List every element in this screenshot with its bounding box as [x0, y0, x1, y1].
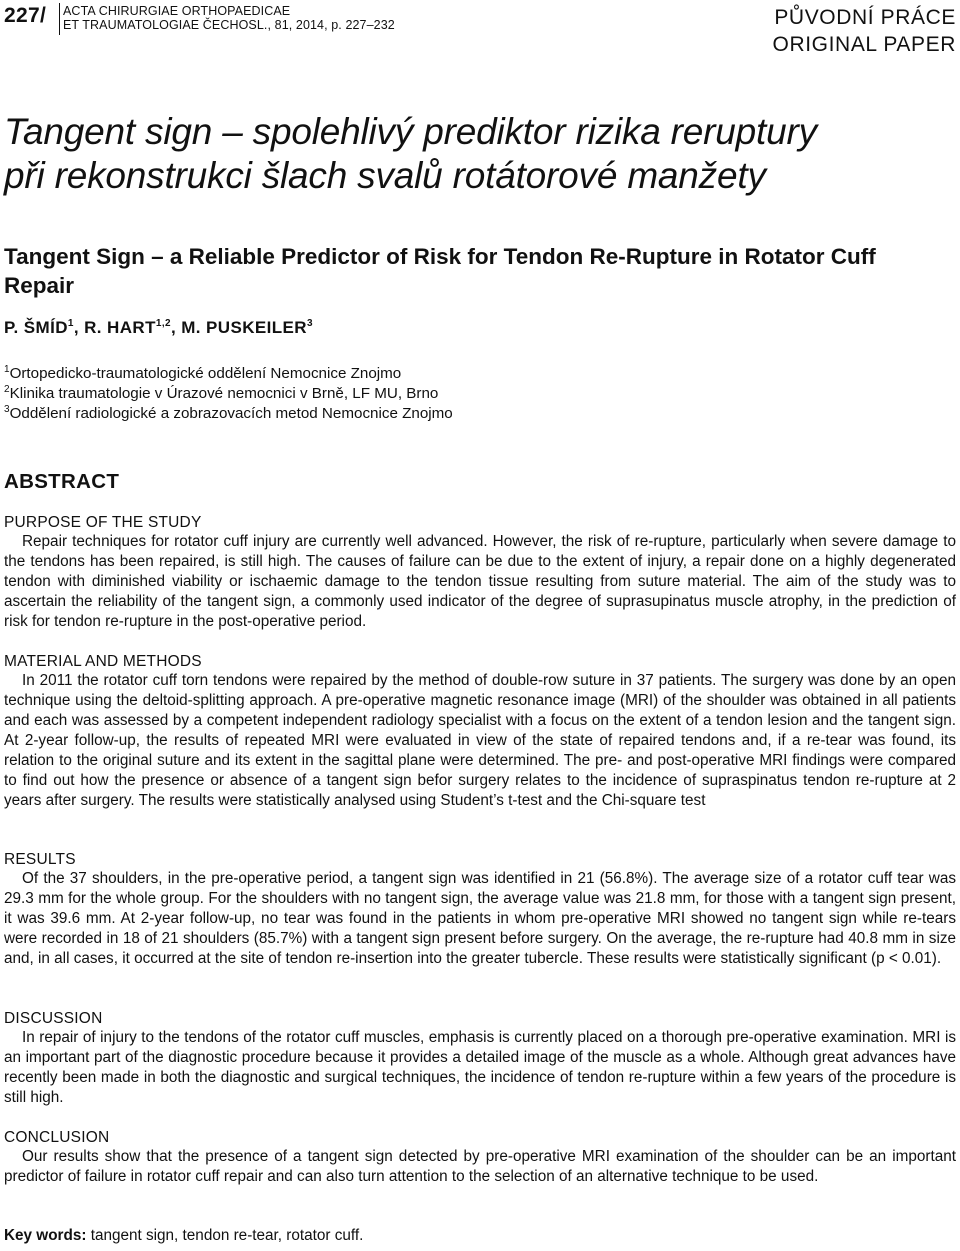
title-czech-line-2: při rekonstrukci šlach svalů rotátorové manžety	[4, 155, 766, 196]
journal-line-1: ACTA CHIRURGIAE ORTHOPAEDICAE	[63, 4, 291, 18]
section-discussion	[4, 1009, 956, 1108]
section-results	[4, 850, 956, 969]
author-1-affiliation: 1	[67, 318, 74, 329]
title-czech	[4, 110, 956, 198]
section-conclusion	[4, 1128, 956, 1187]
section-purpose	[4, 513, 956, 632]
title-english	[4, 242, 956, 300]
section-text: In repair of injury to the tendons of the rotator cuff muscles, emphasis is currently placed on a thorough pre-operative examination. MRI is an important part of the diagnostic procedure because it provides a detailed image of the muscle as a whole. Although great advances have recently been made in both the diagnostic and surgical techniques, the incidence of tendon re-rupture within a few years of the procedure is still high.	[4, 1029, 956, 1106]
article-type	[773, 4, 956, 58]
affiliation-2: $^2$Klinika traumatologie v Úrazové nemocnici v Brně, LF MU, Brno	[4, 384, 439, 402]
journal-line-2: ET TRAUMATOLOGIAE ČECHOSL., 81, 2014, p. 227–232	[63, 18, 395, 32]
page-number: 227/	[4, 4, 47, 27]
author-list	[4, 318, 313, 338]
author-3: M. PUSKEILER	[181, 318, 307, 337]
author-3-affiliation: 3	[306, 318, 313, 329]
section-methods	[4, 652, 956, 811]
section-heading: DISCUSSION	[4, 1010, 103, 1027]
author-2: R. HART	[84, 318, 156, 337]
section-text: Repair techniques for rotator cuff injury are currently well advanced. However, the risk of re-rupture, particularly when severe damage to the tendons has been repaired, is still high. The causes of failure can be due to the extent of injury, a repair done on a highly degenerated tendon with diminished viability or ischaemic damage to the tendon tissue resulting from suture material. The aim of the study was to ascertain the reliability of the tangent sign, a commonly used indicator of the degree of suprasupinatus muscle atrophy, in the prediction of risk for tendon re-rupture in the post-operative period.	[4, 533, 956, 630]
abstract-heading: ABSTRACT	[4, 470, 120, 493]
affiliation-3: $^3$Oddělení radiologické a zobrazovacích metod Nemocnice Znojmo	[4, 404, 453, 422]
section-heading: PURPOSE OF THE STUDY	[4, 514, 202, 531]
section-heading: MATERIAL AND METHODS	[4, 653, 202, 670]
author-separator: ,	[73, 318, 85, 337]
affiliation-1: $^1$Ortopedicko-traumatologické oddělení Nemocnice Znojmo	[4, 364, 402, 382]
journal-name	[63, 4, 395, 32]
affiliations	[4, 364, 453, 424]
keywords-label: Key words:	[4, 1227, 87, 1244]
keywords-text: tangent sign, tendon re-tear, rotator cuff.	[86, 1227, 364, 1244]
title-czech-line-1: Tangent sign – spolehlivý prediktor rizika reruptury	[4, 111, 817, 152]
section-text: Our results show that the presence of a tangent sign detected by pre-operative MRI examination of the shoulder can be an important predictor of failure in rotator cuff repair and can also turn attention to the selection of an alternative technique to be used.	[4, 1148, 956, 1185]
section-text: In 2011 the rotator cuff torn tendons were repaired by the method of double-row suture in 37 patients. The surgery was done by an open technique using the deltoid-splitting approach. A pre-operative magnetic resonance image (MRI) of the shoulder was obtained in all patients and each was assessed by a competent independent radiology specialist with a focus on the extent of a tendon lesion and the tangent sign. At 2-year follow-up, the results of repeated MRI were evaluated in view of the state of repaired tendons and, if a re-tear was found, its relation to the original suture and its extent in the sagittal plane were determined. The pre- and post-operative MRI findings were compared to find out how the presence or absence of a tangent sign befor surgery relates to the incidence of supraspinatus tendon re-rupture at 2 years after surgery. The results were statistically analysed using Student’s t-test and the Chi-square test	[4, 672, 956, 809]
author-separator: ,	[170, 318, 182, 337]
section-heading: CONCLUSION	[4, 1129, 110, 1146]
section-text: Of the 37 shoulders, in the pre-operative period, a tangent sign was identified in 21 (56.8%). The average size of a rotator cuff tear was 29.3 mm for the whole group. For the shoulders with no tangent sign, the average value was 21.8 mm, for those with a tangent sign present, it was 39.6 mm. At 2-year follow-up, no tear was found in the patients in whom pre-operative MRI showed no tangent sign while re-tears were recorded in 18 of 21 shoulders (85.7%) with a tangent sign present before surgery. On the average, the re-rupture had 40.8 mm in size and, in all cases, it occurred at the site of tendon re-insertion into the greater tubercle. These results were statistically significant (p < 0.01).	[4, 870, 956, 967]
article-type-cz: PŮVODNÍ PRÁCE	[774, 6, 956, 29]
keywords	[4, 1226, 363, 1246]
author-1: P. ŠMÍD	[4, 318, 68, 337]
article-type-en: ORIGINAL PAPER	[772, 33, 956, 56]
title-english-line-1: Tangent Sign – a Reliable Predictor of Risk for Tendon Re-Rupture in Rotator Cuff	[4, 244, 876, 269]
section-heading: RESULTS	[4, 851, 76, 868]
title-english-line-2: Repair	[4, 273, 75, 298]
header-divider	[59, 3, 60, 35]
journal-header	[0, 0, 960, 60]
author-2-affiliation: 1,2	[155, 318, 171, 329]
